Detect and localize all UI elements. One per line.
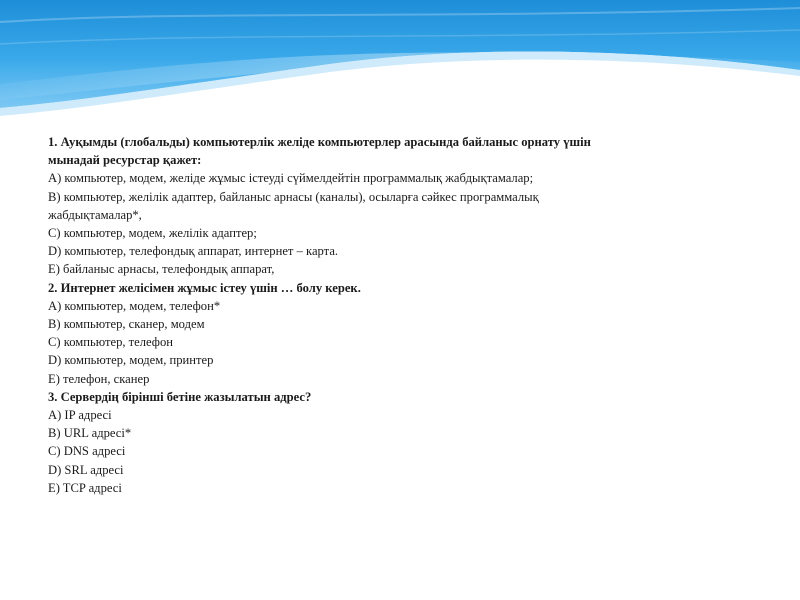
header-wave-band xyxy=(0,0,800,120)
question-3-option-d: D) SRL адресі xyxy=(48,462,124,477)
question-2-option-e: E) телефон, сканер xyxy=(48,371,150,386)
question-3-line-1: 3. Сервердің бірінші бетіне жазылатын адрес? xyxy=(48,389,312,404)
question-2-line-1: 2. Интернет желісімен жұмыс істеу үшін … болу керек. xyxy=(48,280,361,295)
question-1-option-a: A) компьютер, модем, желіде жұмыс істеуді сүймелдейтін программалық жабдықтамалар; xyxy=(48,171,534,186)
question-1-line-2: мынадай ресурстар қажет: xyxy=(48,153,202,168)
question-3-option-c: C) DNS адресі xyxy=(48,444,126,459)
question-1-option-b: B) компьютер, желілік адаптер, байланыс арнасы (каналы), осыларға сәйкес программалық xyxy=(48,189,539,204)
question-2-option-d: D) компьютер, модем, принтер xyxy=(48,353,214,368)
question-2-option-a: A) компьютер, модем, телефон* xyxy=(48,298,221,313)
question-3-option-b: B) URL адресі* xyxy=(48,426,132,441)
question-1-option-e: E) байланыс арнасы, телефондық аппарат, xyxy=(48,262,275,277)
question-2-option-c: C) компьютер, телефон xyxy=(48,335,173,350)
question-1-option-b-cont: жабдықтамалар*, xyxy=(48,207,142,222)
question-1-option-c: C) компьютер, модем, желілік адаптер; xyxy=(48,226,257,241)
question-3-option-a: A) IP адресі xyxy=(48,408,112,423)
question-1-line-1: 1. Ауқымды (глобальды) компьютерлік желіде компьютерлер арасында байланыс орнату үшін xyxy=(48,135,591,149)
question-1-option-d: D) компьютер, телефондық аппарат, интернет – карта. xyxy=(48,244,339,259)
question-2-option-b: B) компьютер, сканер, модем xyxy=(48,317,205,332)
question-3-option-e: E) TCP адресі xyxy=(48,480,122,495)
quiz-text xyxy=(48,133,768,497)
